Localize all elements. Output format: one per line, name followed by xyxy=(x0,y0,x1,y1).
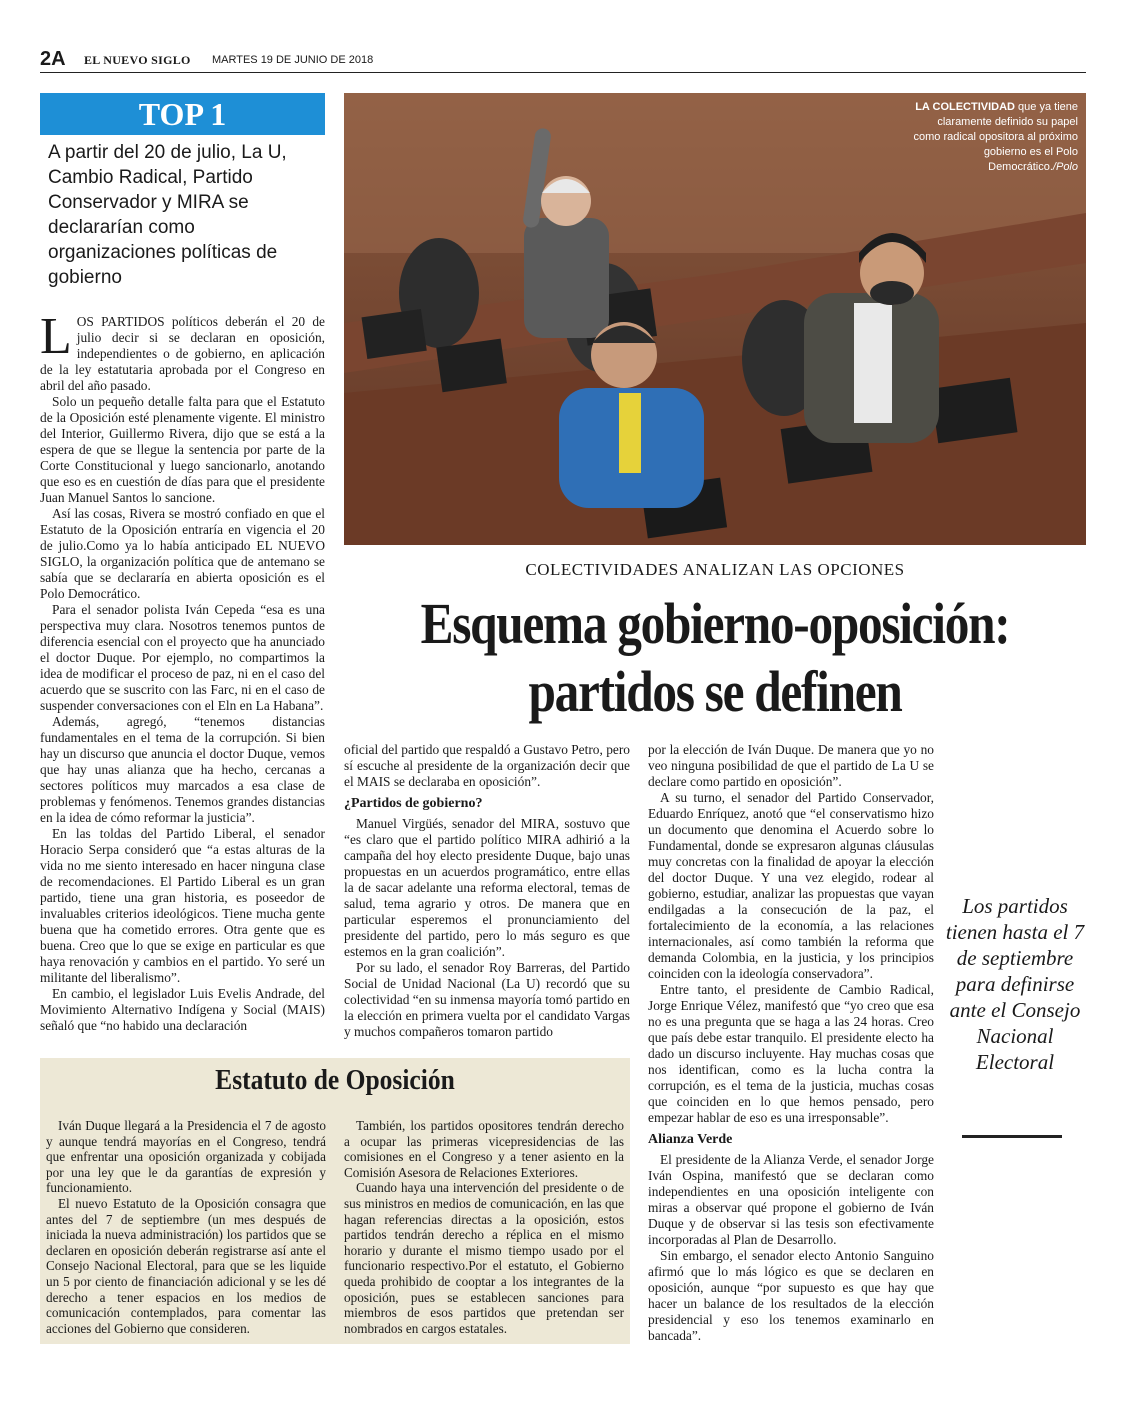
paragraph: Así las cosas, Rivera se mostró confiado en que el Estatuto de la Oposición entraría en vigencia el 20 de julio.Como ya lo había anticipado EL NUEVO SIGLO, la organización política que de antemano se sabía que se declararía en abierta oposición es el Polo Democrático. xyxy=(40,506,325,601)
paragraph: Para el senador polista Iván Cepeda “esa es una perspectiva muy clara. Nosotros tenemos puntos de diferencia esencial con el proyecto que ha anunciado el doctor Duque. Por ejemplo, no compartimos la idea de modificar el proceso de paz, ni en el caso del acuerdo que se suscrito con las Farc, ni en el caso de suspender conversaciones con el Eln en La Habana”. xyxy=(40,602,325,713)
paragraph: También, los partidos opositores tendrán derecho a ocupar las primeras vicepresidencias de las comisiones en el Congreso y a tener asiento en la Comisión Asesora de Relaciones Exteriores. xyxy=(344,1118,624,1180)
paragraph: Cuando haya una intervención del presidente o de sus ministros en medios de comunicación, en las que hagan referencias directas a la oposición, estos partidos tendrán derecho a réplica en el mismo horario y durante el mismo tiempo usado por el funcionario respectivo.Por el estatuto, el Gobierno queda prohibido de cooptar a los integrantes de la oposición, pues se establecen sanciones para miembros de esos partidos que pretendan ser nombrados en cargos estatales. xyxy=(344,1180,624,1336)
paragraph: El nuevo Estatuto de la Oposición consagra que antes del 7 de septiembre (un mes después de iniciada la nueva administración) los partidos que se declaren en oposición deberán registrarse así ante el Consejo Nacional Electoral, para que se les liquide un 5 por ciento de financiación adicional y se les dé derecho a tener espacios en los medios de comunicación contemplados, para comentar las acciones del Gobierno que consideren. xyxy=(46,1195,326,1336)
paragraph: oficial del partido que respaldó a Gustavo Petro, pero sí escuche al presidente de la organización decir que el MAIS se declaraba en oposición”. xyxy=(344,742,630,789)
article-kicker: COLECTIVIDADES ANALIZAN LAS OPCIONES xyxy=(525,560,905,579)
subheading: Alianza Verde xyxy=(648,1132,733,1147)
sidebar-column-2 xyxy=(344,1118,624,1336)
pull-quote: Los partidos tienen hasta el 7 de septiembre para definirse ante el Consejo Nacional Electoral xyxy=(945,894,1085,1074)
headline-line: partidos se definen xyxy=(528,659,902,724)
paragraph: Solo un pequeño detalle falta para que el Estatuto de la Oposición esté plenamente vigente. El ministro del Interior, Guillermo Rivera, dijo que se está a la espera de que se llegue la sentencia por parte de la Corte Constitucional y luego sancionarlo, anotando que eso es en cuestión de días para que el presidente Juan Manuel Santos lo sancione. xyxy=(40,394,325,505)
paragraph: En las toldas del Partido Liberal, el senador Horacio Serpa consideró que “a estas alturas de la vida no me siento interesado en hacer ninguna clase de recomendaciones. El Partido Liberal es un gran partido, tiene una gran historia, es poseedor de invaluables criterios ideológicos. Tiene mucha gente buena que ha cometido errores. Otra gente que es buena. Creo que lo que se exige en particular es que haya renovación y cambios en el partido. Yo seré un militante del liberalismo”. xyxy=(40,826,325,985)
article-headline xyxy=(400,590,1031,726)
paragraph: Por su lado, el senador Roy Barreras, del Partido Social de Unidad Nacional (La U) recordó que su colectividad “en su inmensa mayoría tomó partido en la elección en primera vuelta por el candidato Vargas y muchos compañeros tomaron partido xyxy=(344,960,630,1039)
article-column-1 xyxy=(40,308,325,1034)
page-number: 2A xyxy=(40,48,66,70)
subheading: ¿Partidos de gobierno? xyxy=(344,796,483,811)
pull-quote-rule xyxy=(962,1135,1062,1138)
sidebar-title: Estatuto de Oposición xyxy=(215,1064,455,1096)
paragraph: En cambio, el legislador Luis Evelis Andrade, del Movimiento Alternativo Indígena y Social (MAIS) señaló que “no habido una declaración xyxy=(40,986,325,1033)
paragraph: Manuel Virgüés, senador del MIRA, sostuvo que “es claro que el partido político MIRA adhirió a la campaña del hoy electo presidente Duque, bajo unas propuestas en un acuerdos programático, entre ellas la de sacar adelante una reforma electoral, temas de salud, tema agrario y otros. De manera que en particular esperemos el pronunciamiento del presidente del partido, pero lo más seguro es que estemos en la gran coalición”. xyxy=(344,816,630,959)
article-column-2 xyxy=(344,742,630,1040)
photo-caption xyxy=(910,100,1078,175)
issue-date: MARTES 19 DE JUNIO DE 2018 xyxy=(212,54,374,66)
photo-credit: /Polo xyxy=(1052,161,1078,173)
paragraph: OS PARTIDOS políticos deberán el 20 de julio decir si se declaran en oposición, independientes o de gobierno, en aplicación de la ley estatutaria aprobada por el Congreso en abril del año pasado. xyxy=(40,314,325,393)
paragraph: por la elección de Iván Duque. De manera que yo no veo ninguna posibilidad de que el partido de La U se declare como partido en oposición”. xyxy=(648,742,934,789)
paragraph: A su turno, el senador del Partido Conservador, Eduardo Enríquez, anotó que “el conservatismo hizo un documento que denomina el Acuerdo sobre lo Fundamental, donde se expresaron algunas cláusulas muy concretas con la finalidad de apoyar la elección del doctor Duque. Y una vez elegido, rodear al gobierno, estudiar, analizar las propuestas que vayan endilgadas a la consecución de la paz, el fortalecimiento de la economía, a las relaciones internacionales, así como también la reforma que demanda Colombia, en la justicia, y los principios coinciden con la ideología conservadora”. xyxy=(648,790,934,981)
top1-summary: A partir del 20 de julio, La U, Cambio Radical, Partido Conservador y MIRA se declararían como organizaciones políticas de gobierno xyxy=(48,142,287,288)
article-column-3 xyxy=(648,742,934,1344)
newspaper-name: EL NUEVO SIGLO xyxy=(84,53,191,67)
paragraph: El presidente de la Alianza Verde, el senador Jorge Iván Ospina, manifestó que se declaran como independientes en una oposición inteligente con miras a observar qué propone el gobierno de Iván Duque y de observar si las tesis son efectivamente incorporadas al Plan de Desarrollo. xyxy=(648,1152,934,1247)
paragraph: Sin embargo, el senador electo Antonio Sanguino afirmó que lo más lógico es que se declaren en oposición, aunque “por supuesto es que hay que hacer un balance de los resultados de la elección presidencial y eso los tenemos examinarlo en bancada”. xyxy=(648,1248,934,1343)
top1-banner: TOP 1 xyxy=(40,93,325,135)
paragraph: Además, agregó, “tenemos distancias fundamentales en el tema de la corrupción. Si bien hay un discurso que anuncia el doctor Duque, vemos que hay unas alianza que ha hecho, cercanas a sectores políticos muy marcados a esa clase de problemas y fenómenos. Tenemos grandes distancias en la idea de cómo reformar la justicia”. xyxy=(40,714,325,825)
masthead-rule xyxy=(40,72,1086,73)
caption-lead: LA COLECTIVIDAD xyxy=(915,101,1015,113)
headline-line: Esquema gobierno-oposición: xyxy=(420,591,1010,656)
paragraph: Iván Duque llegará a la Presidencia el 7 de agosto y aunque tendrá mayorías en el Congreso, tendrá que enfrentar una oposición organizada y cobijada por una ley que le da garantías de expresión y funcionamiento. xyxy=(46,1118,326,1196)
caption-text: que ya tiene claramente definido su papel como radical opositora al próximo gobierno es el Polo Democrático. xyxy=(913,101,1078,173)
sidebar-column-1 xyxy=(46,1118,326,1336)
paragraph: Entre tanto, el presidente de Cambio Radical, Jorge Enrique Vélez, manifestó que “yo creo que esa no es una pregunta que se haga a las 24 horas. Creo que país debe estar tranquilo. El presidente electo ha dado un discurso incluyente. Hay muchas cosas que nos identifican, como es la lucha contra la corrupción, es el tema de la justicia, muchas cosas que coinciden en lo que hemos pensado, pero empezar hablar de eso es una irresponsable”. xyxy=(648,982,934,1125)
drop-cap: L xyxy=(40,308,72,365)
